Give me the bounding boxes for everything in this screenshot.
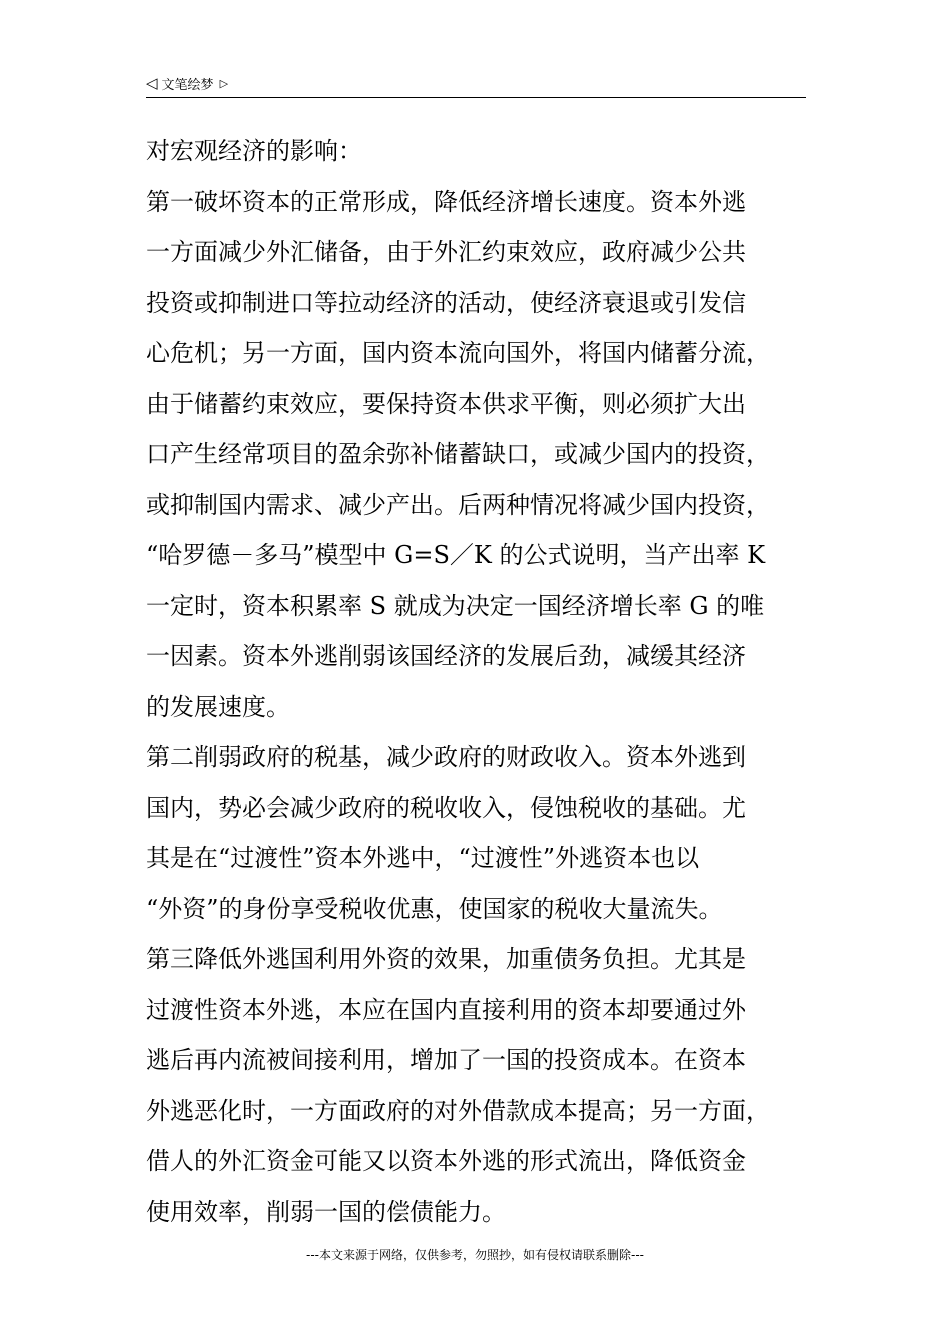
right-triangle-icon: ▷ (219, 76, 229, 90)
text-line: 其是在“过渡性”资本外逃中，“过渡性”外逃资本也以 (146, 844, 700, 872)
text-line: 第二削弱政府的税基，减少政府的财政收入。资本外逃到 (146, 743, 746, 771)
text-line: 一定时，资本积累率 S 就成为决定一国经济增长率 G 的唯 (146, 591, 765, 620)
text-line: 由于储蓄约束效应，要保持资本供求平衡，则必须扩大出 (146, 389, 746, 418)
text-line: 国内，势必会减少政府的税收收入，侵蚀税收的基础。尤 (146, 793, 746, 822)
text-line: “外资”的身份享受税收优惠，使国家的税收大量流失。 (146, 894, 723, 923)
text-line: 外逃恶化时，一方面政府的对外借款成本提高；另一方面， (146, 1096, 770, 1125)
left-triangle-icon: ◁ (146, 74, 158, 92)
text-line: 一方面减少外汇储备，由于外汇约束效应，政府减少公共 (146, 238, 746, 266)
text-line: 逃后再内流被间接利用，增加了一国的投资成本。在资本 (146, 1046, 746, 1074)
page-header (146, 70, 806, 96)
text-line: 对宏观经济的影响： (146, 137, 362, 165)
text-line: 借人的外汇资金可能又以资本外逃的形式流出，降低资金 (146, 1147, 746, 1175)
text-line: 使用效率，削弱一国的偿债能力。 (146, 1197, 506, 1226)
text-line: 口产生经常项目的盈余弥补储蓄缺口，或减少国内的投资， (146, 440, 770, 468)
text-line: 第三降低外逃国利用外资的效果，加重债务负担。尤其是 (146, 945, 746, 973)
text-line: 的发展速度。 (146, 692, 290, 721)
text-line: 第一破坏资本的正常形成，降低经济增长速度。资本外逃 (146, 187, 746, 216)
document-body (146, 126, 811, 1237)
text-line: 或抑制国内需求、减少产出。后两种情况将减少国内投资， (146, 490, 770, 519)
text-line: 投资或抑制进口等拉动经济的活动，使经济衰退或引发信 (146, 288, 746, 317)
header-divider (146, 97, 806, 98)
text-line: 过渡性资本外逃，本应在国内直接利用的资本却要通过外 (146, 995, 746, 1024)
text-line: 心危机；另一方面，国内资本流向国外，将国内储蓄分流， (146, 339, 770, 367)
text-line: “哈罗德－多马”模型中 G=S／K 的公式说明，当产出率 K (146, 541, 766, 569)
text-line: 一因素。资本外逃削弱该国经济的发展后劲，减缓其经济 (146, 642, 746, 670)
footer-disclaimer: ---本文来源于网络，仅供参考，勿照抄，如有侵权请联系删除--- (306, 1248, 644, 1262)
header-title: 文笔绘梦 (161, 77, 214, 93)
